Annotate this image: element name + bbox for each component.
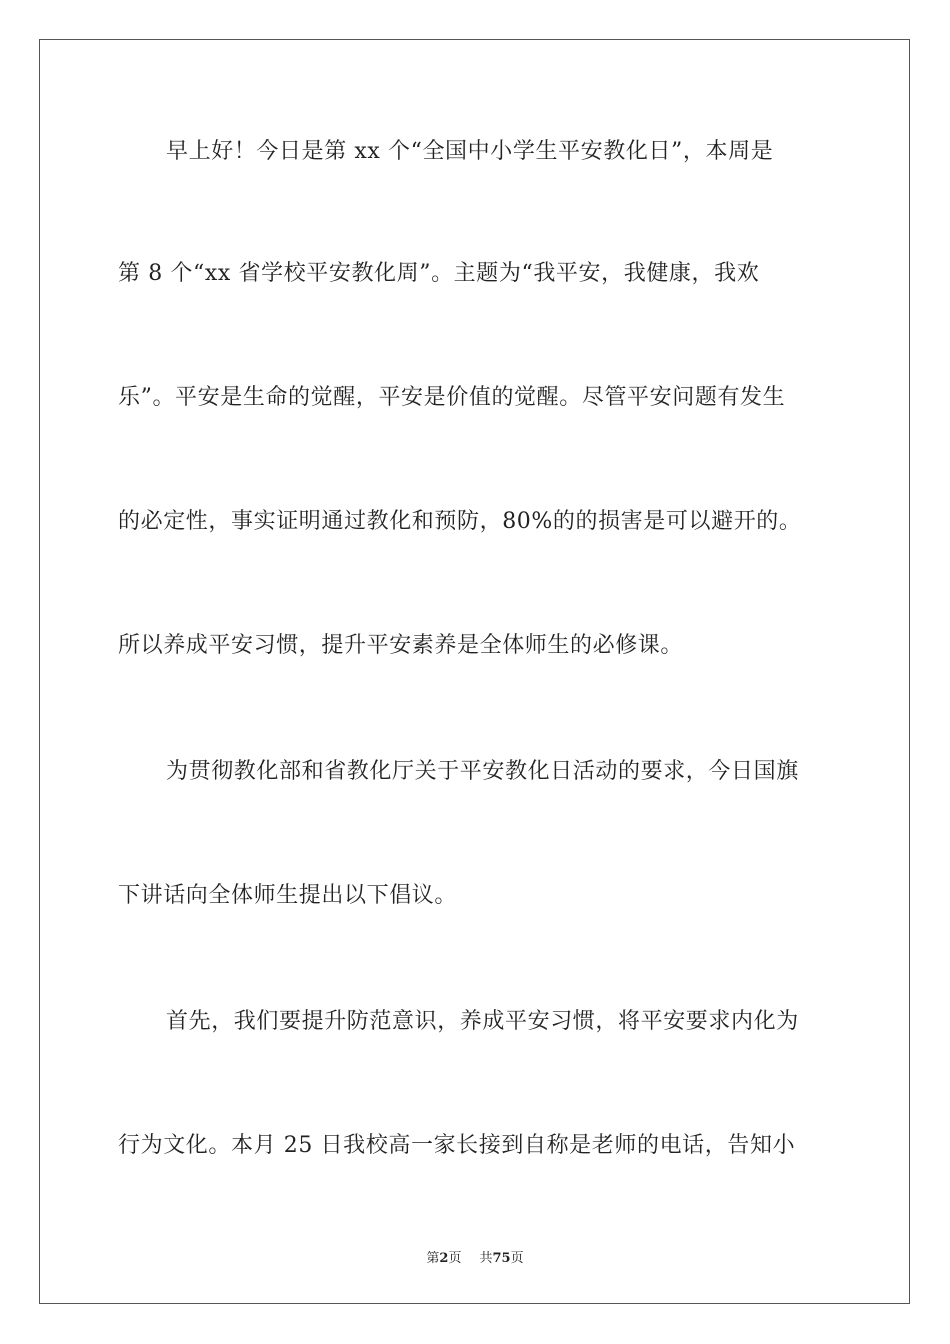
page-prefix: 第 (426, 1251, 440, 1266)
paragraph-2-line-2: 下讲话向全体师生提出以下倡议。 (118, 883, 458, 908)
paragraph-1-line-5: 所以养成平安习惯，提升平安素养是全体师生的必修课。 (118, 633, 684, 658)
paragraph-1-line-2: 第 8 个“xx 省学校平安教化周”。主题为“我平安，我健康，我欢 (118, 261, 760, 286)
paragraph-1-line-1: 早上好！今日是第 xx 个“全国中小学生平安教化日”，本周是 (166, 139, 774, 164)
total-suffix: 页 (510, 1251, 524, 1266)
paragraph-3-line-1: 首先，我们要提升防范意识，养成平安习惯，将平安要求内化为 (166, 1009, 799, 1034)
paragraph-1-line-3: 乐”。平安是生命的觉醒，平安是价值的觉醒。尽管平安问题有发生 (118, 385, 786, 410)
total-prefix: 共 (479, 1251, 493, 1266)
page-footer (0, 1247, 950, 1266)
total-pages: 75 (492, 1251, 511, 1266)
paragraph-2-line-1: 为贯彻教化部和省教化厅关于平安教化日活动的要求，今日国旗 (166, 759, 799, 784)
page-suffix: 页 (448, 1251, 462, 1266)
paragraph-1-line-4: 的必定性，事实证明通过教化和预防，80%的的损害是可以避开的。 (118, 509, 802, 534)
page-border (39, 39, 910, 1304)
page-number: 2 (439, 1251, 449, 1266)
paragraph-3-line-2: 行为文化。本月 25 日我校高一家长接到自称是老师的电话，告知小 (118, 1133, 796, 1158)
